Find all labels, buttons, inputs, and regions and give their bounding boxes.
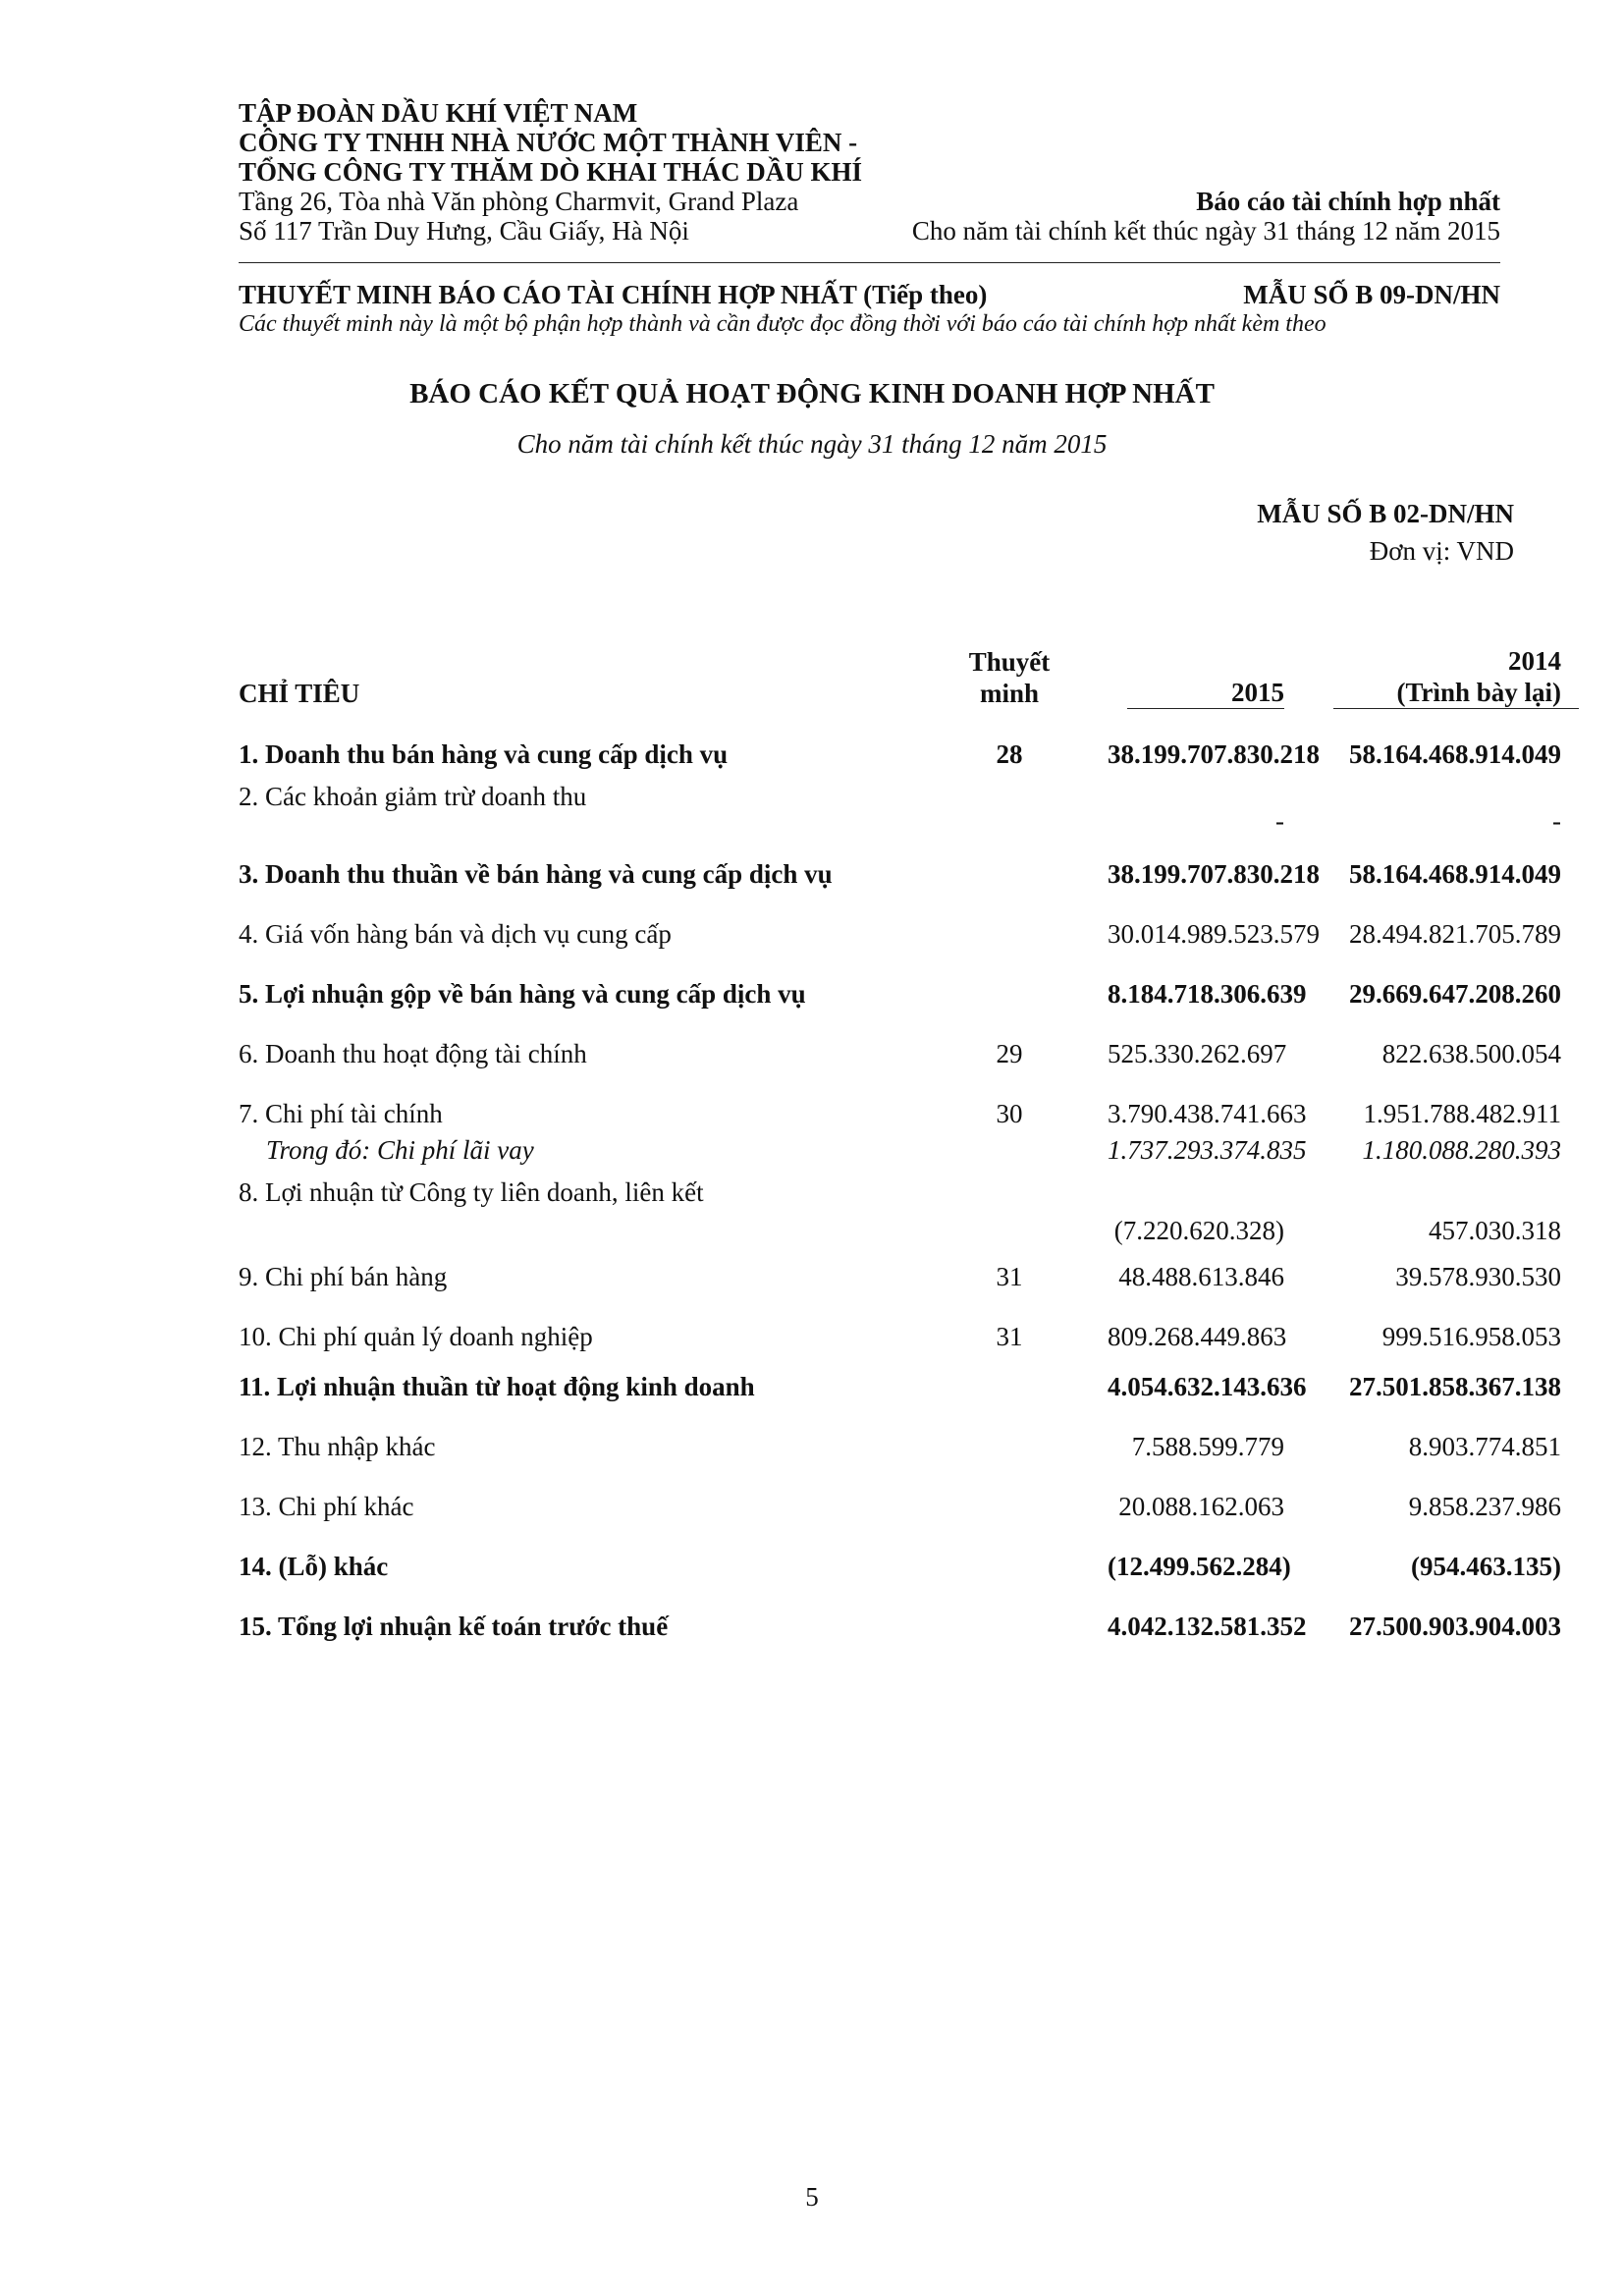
- row-note: 28: [996, 739, 1023, 769]
- row-note: [911, 1588, 1108, 1648]
- row-value-2015: (12.499.562.284): [1108, 1552, 1291, 1581]
- col-header-2014-line2: (Trình bày lại): [1333, 677, 1579, 709]
- notes-caption: Các thuyết minh này là một bộ phận hợp thành và cần được đọc đồng thời với báo cáo tài chính hợp nhất kèm theo: [239, 311, 1326, 337]
- row-value-2015: -: [1275, 806, 1284, 836]
- notes-header: [239, 280, 1500, 339]
- row-label: 8. Lợi nhuận từ Công ty liên doanh, liên kết: [239, 1177, 704, 1207]
- table-row: [239, 1468, 1579, 1528]
- table-row: [239, 1248, 1579, 1298]
- row-label: 7. Chi phí tài chính: [239, 1099, 443, 1128]
- income-statement-table: [239, 638, 1579, 1648]
- row-value-2014: 457.030.318: [1429, 1216, 1561, 1245]
- row-note: 31: [996, 1322, 1023, 1351]
- unit-label: Đơn vị: VND: [1369, 536, 1514, 566]
- row-label: Trong đó: Chi phí lãi vay: [266, 1135, 534, 1165]
- row-value-2014: -: [1552, 806, 1561, 836]
- row-note: [911, 1135, 1108, 1172]
- row-label: 9. Chi phí bán hàng: [239, 1262, 448, 1291]
- address-row-2: [239, 216, 1500, 246]
- row-label: 3. Doanh thu thuần về bán hàng và cung cấp dịch vụ: [239, 859, 833, 889]
- table-row: [239, 776, 1579, 839]
- col-header-2015-label: 2015: [1127, 677, 1284, 709]
- row-value-2014: (954.463.135): [1411, 1552, 1561, 1581]
- statement-subtitle: Cho năm tài chính kết thúc ngày 31 tháng 12 năm 2015: [516, 429, 1108, 459]
- row-value-2014: 999.516.958.053: [1381, 1322, 1561, 1351]
- row-value-2015: 7.588.599.779: [1131, 1432, 1284, 1461]
- row-value-2015: 38.199.707.830.218: [1108, 859, 1320, 889]
- col-header-note: [911, 638, 1108, 709]
- row-value-2015: 30.014.989.523.579: [1108, 919, 1320, 949]
- row-value-2014: 1.180.088.280.393: [1362, 1135, 1561, 1165]
- table-row: [239, 1588, 1579, 1648]
- row-label: 13. Chi phí khác: [239, 1492, 414, 1521]
- row-value-2014: 29.669.647.208.260: [1349, 979, 1561, 1009]
- row-label: 12. Thu nhập khác: [239, 1432, 436, 1461]
- table-row: [239, 1015, 1579, 1075]
- table-row: [239, 1408, 1579, 1468]
- row-note: [911, 839, 1108, 896]
- row-value-2014: 27.501.858.367.138: [1349, 1372, 1561, 1401]
- address-line-2: Số 117 Trần Duy Hưng, Cầu Giấy, Hà Nội: [239, 216, 689, 246]
- row-value-2014: 58.164.468.914.049: [1349, 859, 1561, 889]
- notes-title: THUYẾT MINH BÁO CÁO TÀI CHÍNH HỢP NHẤT (Tiếp theo): [239, 280, 988, 309]
- row-note: [911, 956, 1108, 1015]
- org-line-1: TẬP ĐOÀN DẦU KHÍ VIỆT NAM: [239, 98, 638, 128]
- row-note: 30: [996, 1099, 1023, 1128]
- col-header-item: CHỈ TIÊU: [239, 679, 360, 708]
- row-label: 11. Lợi nhuận thuần từ hoạt động kinh doanh: [239, 1372, 755, 1401]
- table-row: [239, 1358, 1579, 1408]
- col-header-note-line1: Thuyết: [968, 647, 1051, 677]
- row-label: 10. Chi phí quản lý doanh nghiệp: [239, 1322, 593, 1351]
- row-note: [911, 1358, 1108, 1408]
- header-rule: [239, 262, 1500, 263]
- table-row: [239, 1075, 1579, 1135]
- row-label: 6. Doanh thu hoạt động tài chính: [239, 1039, 587, 1068]
- col-header-2014: [1284, 638, 1579, 709]
- row-label: 2. Các khoản giảm trừ doanh thu: [239, 782, 587, 811]
- report-period: Cho năm tài chính kết thúc ngày 31 tháng 12 năm 2015: [911, 216, 1500, 246]
- address-line-1: Tầng 26, Tòa nhà Văn phòng Charmvit, Grand Plaza: [239, 187, 799, 216]
- row-value-2015: 38.199.707.830.218: [1108, 739, 1320, 769]
- row-value-2015: 4.042.132.581.352: [1108, 1612, 1307, 1641]
- row-value-2015: 8.184.718.306.639: [1108, 979, 1307, 1009]
- table-row: [239, 896, 1579, 956]
- row-value-2014: 822.638.500.054: [1381, 1039, 1561, 1068]
- page-number: 5: [805, 2182, 819, 2212]
- row-note: [911, 896, 1108, 956]
- notes-form-code: MẪU SỐ B 09-DN/HN: [1243, 280, 1500, 309]
- row-label: 4. Giá vốn hàng bán và dịch vụ cung cấp: [239, 919, 672, 949]
- row-value-2014: 1.951.788.482.911: [1363, 1099, 1561, 1128]
- company-header: [239, 98, 1500, 246]
- row-value-2015: 809.268.449.863: [1108, 1322, 1287, 1351]
- row-value-2014: 8.903.774.851: [1408, 1432, 1561, 1461]
- org-line-3: TỔNG CÔNG TY THĂM DÒ KHAI THÁC DẦU KHÍ: [239, 157, 863, 187]
- table-row: [239, 1172, 1579, 1248]
- row-note: 31: [996, 1262, 1023, 1291]
- report-type: Báo cáo tài chính hợp nhất: [1196, 187, 1500, 216]
- row-note: 29: [996, 1039, 1023, 1068]
- row-value-2014: 58.164.468.914.049: [1349, 739, 1561, 769]
- row-note: [911, 1408, 1108, 1468]
- row-note: [911, 1468, 1108, 1528]
- row-note: [911, 776, 1108, 839]
- row-note: [911, 1172, 1108, 1248]
- row-label: 15. Tổng lợi nhuận kế toán trước thuế: [239, 1612, 669, 1641]
- row-value-2015: 1.737.293.374.835: [1108, 1135, 1307, 1165]
- col-header-note-line2: minh: [979, 679, 1040, 708]
- table-row: [239, 956, 1579, 1015]
- address-row-1: [239, 187, 1500, 216]
- col-header-2014-line1: 2014: [1508, 646, 1561, 676]
- row-value-2014: 9.858.237.986: [1408, 1492, 1561, 1521]
- row-value-2015: 4.054.632.143.636: [1108, 1372, 1307, 1401]
- org-line-2: CÔNG TY TNHH NHÀ NƯỚC MỘT THÀNH VIÊN -: [239, 128, 858, 157]
- row-note: [911, 1528, 1108, 1588]
- table-row: [239, 839, 1579, 896]
- row-value-2014: 39.578.930.530: [1395, 1262, 1561, 1291]
- row-label: 5. Lợi nhuận gộp về bán hàng và cung cấp dịch vụ: [239, 979, 806, 1009]
- table-header-row: [239, 638, 1579, 709]
- row-value-2015: 525.330.262.697: [1108, 1039, 1287, 1068]
- table-row: [239, 1528, 1579, 1588]
- table-row: [239, 1298, 1579, 1358]
- row-value-2015: 3.790.438.741.663: [1108, 1099, 1307, 1128]
- table-row: [239, 1135, 1579, 1172]
- row-label: 1. Doanh thu bán hàng và cung cấp dịch vụ: [239, 739, 729, 769]
- row-value-2015: (7.220.620.328): [1113, 1216, 1284, 1245]
- row-label: 14. (Lỗ) khác: [239, 1552, 389, 1581]
- row-value-2014: 27.500.903.904.003: [1349, 1612, 1561, 1641]
- row-value-2014: 28.494.821.705.789: [1349, 919, 1561, 949]
- row-value-2015: 48.488.613.846: [1118, 1262, 1284, 1291]
- table-row: [239, 709, 1579, 776]
- form-code: MẪU SỐ B 02-DN/HN: [1257, 499, 1514, 528]
- col-header-2015: [1108, 638, 1284, 709]
- row-value-2015: 20.088.162.063: [1118, 1492, 1284, 1521]
- statement-title: BÁO CÁO KẾT QUẢ HOẠT ĐỘNG KINH DOANH HỢP NHẤT: [409, 378, 1215, 410]
